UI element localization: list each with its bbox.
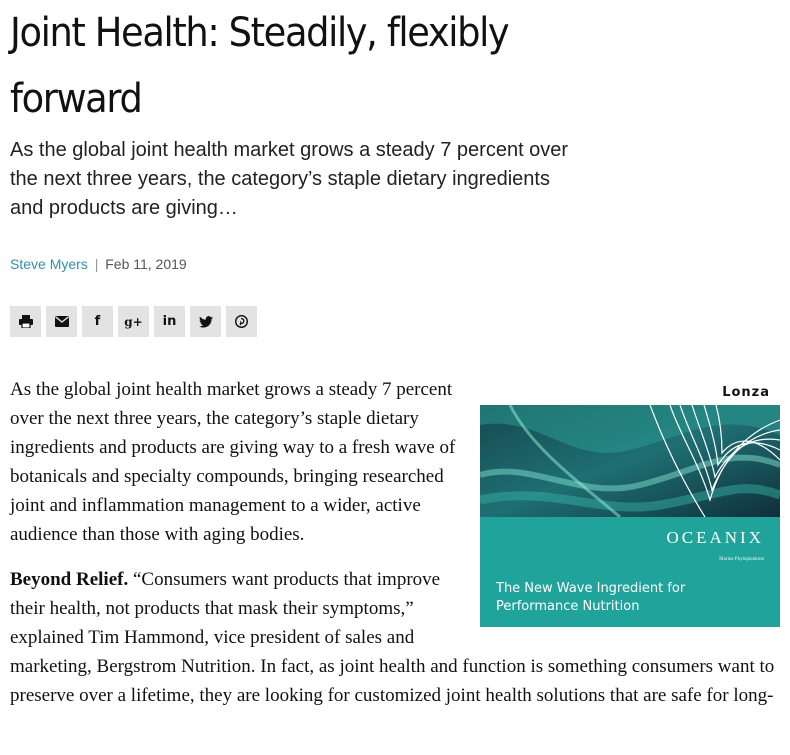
- byline-separator: |: [94, 256, 99, 272]
- article-paragraph: As the global joint health market grows a steady 7 percent over the next three years, the category’s staple dietary ingredients and products are giving way to a fresh wave of botanicals and specialty compounds, bringing researched joint and inflammation management to a wider, active audience than those with aging bodies.: [10, 379, 456, 545]
- advertisement[interactable]: [480, 375, 780, 627]
- ad-product-subtitle: Marine Phytoplankton: [719, 557, 764, 562]
- google-plus-button[interactable]: [118, 306, 149, 337]
- pinterest-icon: [235, 315, 248, 328]
- share-toolbar: [10, 306, 257, 337]
- print-icon: [19, 315, 33, 328]
- facebook-icon: f: [94, 314, 101, 329]
- article-body: [10, 375, 780, 726]
- section-lead: Beyond Relief.: [10, 569, 129, 590]
- google-plus-icon: g+: [124, 314, 143, 329]
- email-button[interactable]: [46, 306, 77, 337]
- ad-brand-logo: Lonza: [722, 385, 770, 400]
- twitter-button[interactable]: [190, 306, 221, 337]
- marine-wave-art: [480, 405, 780, 517]
- article-title: Joint Health: Steadily, flexibly forward: [10, 10, 509, 122]
- author-link[interactable]: Steve Myers: [10, 256, 88, 272]
- paragraph-text: “Consumers want products that improve their health, not products that mask their symptoms,” explained Tim Hammond, vice president of sales and marketing, Bergstrom Nutrition. In fact, as joint health and function is something consumers want to preserve over a lifetime, they are looking for customized joint health solutions that are safe for long-: [10, 569, 775, 706]
- print-button[interactable]: [10, 306, 41, 337]
- email-icon: [55, 316, 69, 327]
- ad-image: [480, 405, 780, 627]
- linkedin-icon: in: [162, 314, 177, 329]
- twitter-icon: [199, 316, 213, 328]
- pinterest-button[interactable]: [226, 306, 257, 337]
- linkedin-button[interactable]: [154, 306, 185, 337]
- facebook-button[interactable]: [82, 306, 113, 337]
- byline: [10, 256, 187, 272]
- publish-date: Feb 11, 2019: [105, 256, 187, 272]
- article-dek: As the global joint health market grows a steady 7 percent over the next three years, the category’s staple dietary ingredients and products are giving…: [10, 139, 569, 219]
- ad-product-logo: OCEANIX: [666, 528, 764, 547]
- ad-copy: The New Wave Ingredient for Performance Nutrition: [496, 581, 686, 614]
